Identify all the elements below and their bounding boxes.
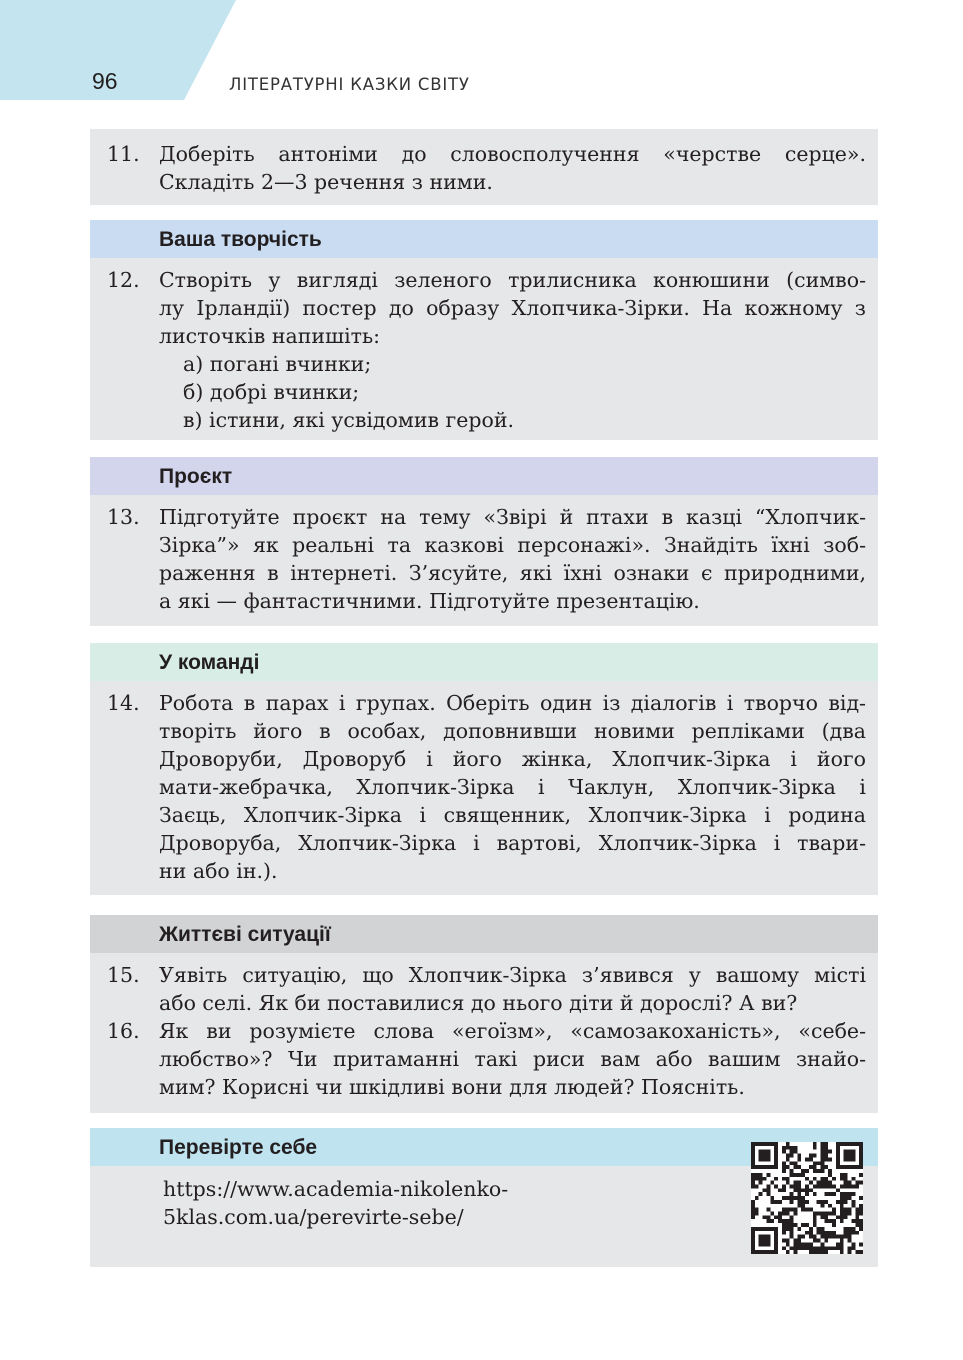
task-number: 16. [107,1019,140,1043]
qr-code-icon[interactable] [751,1142,863,1254]
check-block [90,1128,878,1267]
life-block [90,915,878,1113]
check-link[interactable] [163,1175,508,1231]
task-line: творіть його в особах, доповнивши новими репліками (два [159,719,866,743]
task-number: 12. [107,268,140,292]
task-line: мати-жебрачка, Хлопчик-Зірка і Чаклун, Хлопчик-Зірка і [159,775,866,799]
task-14 [90,681,878,885]
task-line: мим? Корисні чи шкідливі вони для людей? Поясніть. [159,1075,745,1099]
task-line: Дроворуба, Хлопчик-Зірка і вартові, Хлопчик-Зірка і твари- [159,831,866,855]
page-number: 96 [92,68,118,94]
check-url-line-2[interactable]: 5klas.com.ua/perevirte-sebe/ [163,1205,464,1229]
check-url-line-1[interactable]: https://www.academia-nikolenko- [163,1177,509,1201]
list-item: в) істини, які усвідомив герой. [183,408,515,432]
task-line: ни або ін.). [159,859,278,883]
task-line: а які — фантастичними. Підготуйте презентацію. [159,589,700,613]
section-title-check: Перевірте себе [90,1128,878,1166]
task-line: Створіть у вигляді зеленого трилисника конюшини (симво- [159,268,866,292]
task-line: або селі. Як би поставилися до нього діти й дорослі? А ви? [159,991,798,1015]
team-block [90,643,878,895]
task-line: раження в інтернеті. З’ясуйте, які їхні ознаки є природними, [159,561,866,585]
task-line: Підготуйте проєкт на тему «Звірі й птахи в казці “Хлопчик- [159,505,866,529]
list-item: б) добрі вчинки; [183,380,360,404]
task-number: 14. [107,691,140,715]
task-15 [90,953,878,1017]
task-number: 13. [107,505,140,529]
task-line: листочків напишіть: [159,324,381,348]
section-title-creativity: Ваша творчість [90,220,878,258]
task-line: Зірка”» як реальні та казкові персонажі». Знайдіть їхні зоб- [159,533,866,557]
creativity-block [90,220,878,440]
task-number: 11. [107,142,140,166]
task-11 [90,129,878,196]
section-title-team: У команді [90,643,878,681]
project-block [90,457,878,626]
task-line: Заєць, Хлопчик-Зірка і священник, Хлопчик-Зірка і родина [159,803,866,827]
task-16 [90,1017,878,1101]
task-13 [90,495,878,615]
corner-decoration [0,0,236,100]
task-line: любство»? Чи притаманні такі риси вам або вашим знайо- [159,1047,866,1071]
task-line: Доберіть антоніми до словосполучення «черстве серце». [159,142,866,166]
task-12 [90,258,878,434]
task-line: Дроворуби, Дроворуб і його жінка, Хлопчик-Зірка і його [159,747,866,771]
task-line: Складіть 2—3 речення з ними. [159,170,493,194]
task-line: лу Ірландії) постер до образу Хлопчика-Зірки. На кожному з [159,296,866,320]
task-number: 15. [107,963,140,987]
task-line: Робота в парах і групах. Оберіть один із діалогів і творчо від- [159,691,866,715]
running-head: ЛІТЕРАТУРНІ КАЗКИ СВІТУ [229,75,470,94]
task-line: Як ви розумієте слова «егоїзм», «самозакоханість», «себе- [159,1019,866,1043]
section-title-project: Проєкт [90,457,878,495]
section-title-life: Життєві ситуації [90,915,878,953]
task-line: Уявіть ситуацію, що Хлопчик-Зірка з’явився у вашому місті [159,963,866,987]
task-11-block [90,129,878,205]
list-item: а) погані вчинки; [183,352,372,376]
